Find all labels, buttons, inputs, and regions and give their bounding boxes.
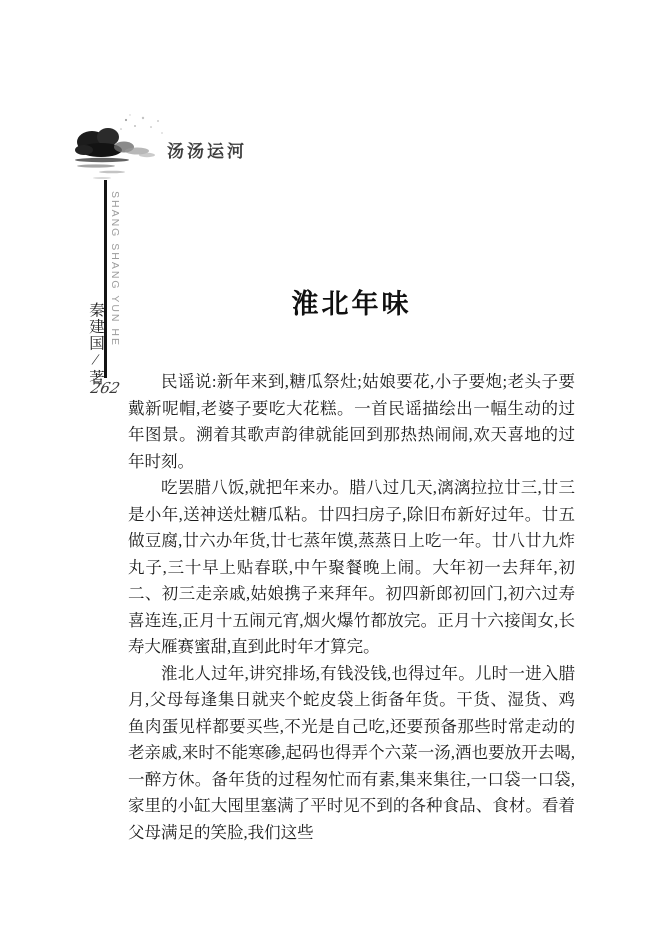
article-title: 淮北年味 bbox=[291, 289, 412, 320]
series-title: 汤汤运河 bbox=[167, 142, 247, 161]
article-body bbox=[128, 369, 575, 846]
series-romanized: SHANG SHANG YUN HE bbox=[109, 191, 121, 347]
author-credit: 秦建国∕著 bbox=[87, 302, 104, 386]
ink-wash-landscape-logo bbox=[72, 112, 168, 184]
paragraph-2: 吃罢腊八饭,就把年来办。腊八过几天,漓漓拉拉廿三,廿三是小年,送神送灶糖瓜粘。廿四扫房子,除旧布新好过年。廿五做豆腐,廿六办年货,廿七蒸年馍,蒸蒸日上吃一年。廿八廿九炸丸子,三十早上贴春联,中午聚餐晚上闹。大年初一去拜年,初二、初三走亲戚,姑娘携子来拜年。初四新郎初回门,初六过寿喜连连,正月十五闹元宵,烟火爆竹都放完。正月十六接闺女,长寿大雁赛蜜甜,直到此时年才算完。 bbox=[128, 478, 575, 656]
paragraph-1: 民谣说:新年来到,糖瓜祭灶;姑娘要花,小子要炮;老头子要戴新呢帽,老婆子要吃大花糕。一首民谣描绘出一幅生动的过年图景。溯着其歌声韵律就能回到那热热闹闹,欢天喜地的过年时刻。 bbox=[128, 372, 575, 471]
page-number: 262 bbox=[89, 379, 122, 397]
paragraph-3: 淮北人过年,讲究排场,有钱没钱,也得过年。儿时一进入腊月,父母每逢集日就夹个蛇皮袋上街备年货。干货、湿货、鸡鱼肉蛋见样都要买些,不光是自己吃,还要预备那些时常走动的老亲戚,来时不能寒碜,起码也得弄个六菜一汤,酒也要放开去喝,一醉方休。备年货的过程匆忙而有素,集来集往,一口袋一口袋,家里的小缸大囤里塞满了平时见不到的各种食品、食材。看着父母满足的笑脸,我们这些 bbox=[128, 663, 575, 842]
